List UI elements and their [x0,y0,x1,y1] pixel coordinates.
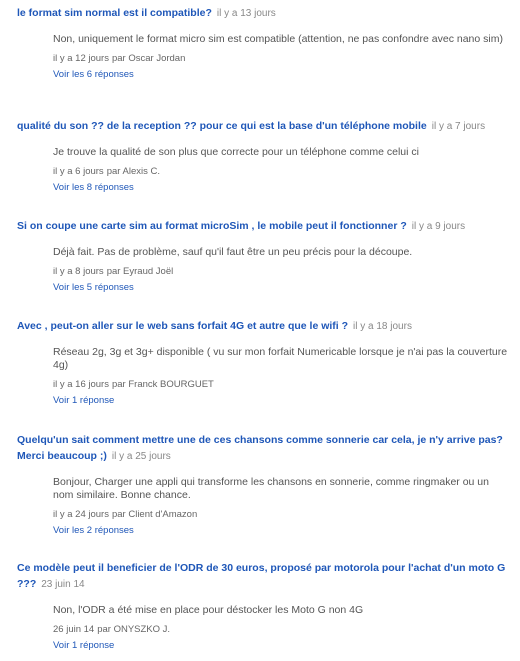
answer-meta [53,166,520,178]
question-title-link[interactable]: Si on coupe une carte sim au format microSim , le mobile peut il fonctionner ? [17,220,407,232]
answer-date: 26 juin 14 [53,624,95,635]
answer-text: Non, uniquement le format micro sim est compatible (attention, ne pas confondre avec nano sim) [53,33,503,45]
answer-date: il y a 6 jours [53,166,104,177]
question-line [17,560,509,593]
see-replies-link[interactable]: Voir les 5 réponses [53,282,134,293]
answer-text: Bonjour, Charger une appli qui transforme les chansons en sonnerie, comme ringmaker ou un nom similaire. Bonne chance. [53,476,489,501]
question-date: il y a 18 jours [353,321,412,332]
answer-author: par Alexis C. [106,166,161,177]
answer-meta [53,509,520,521]
question-item [0,560,520,652]
answer-text: Réseau 2g, 3g et 3g+ disponible ( vu sur mon forfait Numericable lorsque je n'ai pas la couverture 4g) [53,346,508,371]
answer-date: il y a 12 jours [53,53,109,64]
answer-author: par Franck BOURGUET [111,379,214,390]
question-date: il y a 7 jours [431,121,486,132]
question-title-link[interactable]: qualité du son ?? de la reception ?? pour ce qui est la base d'un téléphone mobile [17,120,427,132]
question-item [0,218,520,294]
answer-text: Déjà fait. Pas de problème, sauf qu'il faut être un peu précis pour la découpe. [53,246,413,258]
question-title-link[interactable]: Avec , peut-on aller sur le web sans forfait 4G et autre que le wifi ? [17,320,349,332]
question-line [17,218,509,235]
answer-author: par Client d'Amazon [111,509,198,520]
see-replies-link[interactable]: Voir les 8 réponses [53,182,134,193]
see-replies-link[interactable]: Voir 1 réponse [53,395,115,406]
question-date: il y a 13 jours [216,8,276,19]
answer-text: Je trouve la qualité de son plus que correcte pour un téléphone comme celui ci [53,146,419,158]
question-title-link[interactable]: le format sim normal est il compatible? [17,7,212,19]
question-date: il y a 9 jours [411,221,466,232]
see-replies-link[interactable]: Voir 1 réponse [53,640,115,651]
answer-meta [53,379,520,391]
see-replies-link[interactable]: Voir les 6 réponses [53,69,134,80]
answer-date: il y a 24 jours [53,509,109,520]
question-line [17,432,509,465]
question-item [0,432,520,537]
answer-meta [53,53,520,65]
question-line [17,318,509,335]
question-title-link[interactable]: Ce modèle peut il beneficier de l'ODR de 30 euros, proposé par motorola pour l'achat d'un moto G ??? [17,562,506,590]
question-item [0,118,520,194]
question-line [17,5,509,22]
question-date: il y a 25 jours [111,451,171,462]
answer-author: par ONYSZKO J. [97,624,171,635]
answer-meta [53,266,520,278]
answer-text: Non, l'ODR a été mise en place pour déstocker les Moto G non 4G [53,604,364,616]
answer-author: par Eyraud Joël [106,266,174,277]
answer-date: il y a 16 jours [53,379,109,390]
question-line [17,118,509,135]
answer-meta [53,624,520,636]
question-item [0,318,520,407]
see-replies-link[interactable]: Voir les 2 réponses [53,525,134,536]
question-title-link[interactable]: Quelqu'un sait comment mettre une de ces chansons comme sonnerie car cela, je n'y arrive pas? Merci beaucoup ;) [17,434,503,462]
answer-author: par Oscar Jordan [111,53,186,64]
question-date: 23 juin 14 [41,579,85,590]
question-item [0,5,520,81]
answer-date: il y a 8 jours [53,266,104,277]
